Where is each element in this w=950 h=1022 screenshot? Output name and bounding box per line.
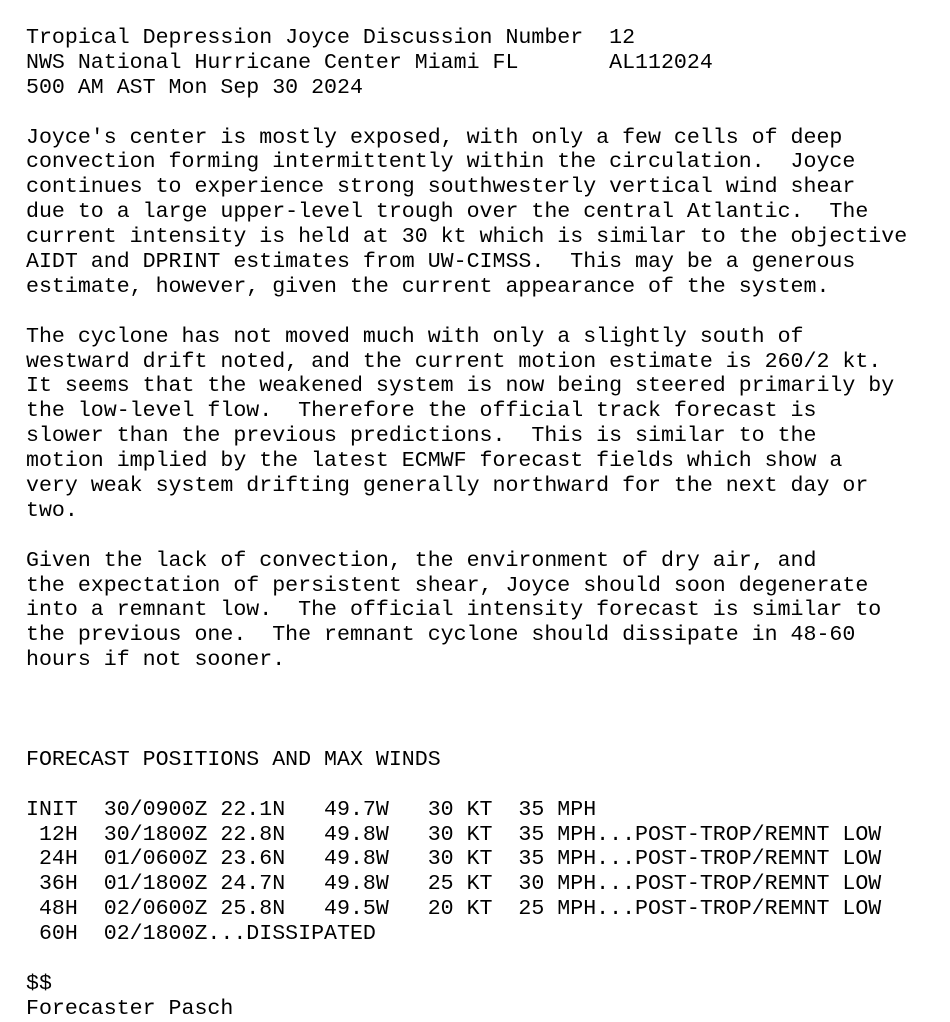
paragraph-1-line: current intensity is held at 30 kt which is similar to the objective (26, 225, 908, 250)
blank-line (26, 101, 946, 126)
blank-line (26, 773, 946, 798)
paragraph-3-line: the expectation of persistent shear, Joyce should soon degenerate (26, 573, 869, 598)
paragraph-2-line: It seems that the weakened system is now being steered primarily by (26, 374, 895, 399)
paragraph-1-line: due to a large upper-level trough over the central Atlantic. The (26, 200, 869, 225)
paragraph-3-line: the previous one. The remnant cyclone should dissipate in 48-60 (26, 623, 856, 648)
paragraph-1-line: estimate, however, given the current appearance of the system. (26, 274, 830, 299)
issue-time: 500 AM AST Mon Sep 30 2024 (26, 75, 363, 100)
paragraph-2-line: westward drift noted, and the current motion estimate is 260/2 kt. (26, 349, 882, 374)
blank-line (26, 300, 946, 325)
end-marker: $$ (26, 971, 52, 996)
paragraph-2-line: very weak system drifting generally northward for the next day or (26, 474, 869, 499)
paragraph-1-line: convection forming intermittently within the circulation. Joyce (26, 150, 856, 175)
discussion-document (26, 26, 946, 1022)
forecast-row: 36H 01/1800Z 24.7N 49.8W 25 KT 30 MPH...POST-TROP/REMNT LOW (26, 872, 882, 897)
blank-line (26, 698, 946, 723)
blank-line (26, 723, 946, 748)
paragraph-1-line: AIDT and DPRINT estimates from UW-CIMSS. This may be a generous (26, 250, 856, 275)
forecast-row: INIT 30/0900Z 22.1N 49.7W 30 KT 35 MPH (26, 797, 597, 822)
forecast-row: 12H 30/1800Z 22.8N 49.8W 30 KT 35 MPH...POST-TROP/REMNT LOW (26, 822, 882, 847)
paragraph-1-line: continues to experience strong southwesterly vertical wind shear (26, 175, 856, 200)
paragraph-2-line: the low-level flow. Therefore the official track forecast is (26, 399, 817, 424)
blank-line (26, 524, 946, 549)
forecaster-signature: Forecaster Pasch (26, 996, 234, 1021)
paragraph-2-line: The cyclone has not moved much with only a slightly south of (26, 324, 804, 349)
product-title: Tropical Depression Joyce Discussion Number 12 (26, 26, 636, 50)
blank-line (26, 673, 946, 698)
forecast-table-title: FORECAST POSITIONS AND MAX WINDS (26, 747, 441, 772)
blank-line (26, 947, 946, 972)
paragraph-2-line: motion implied by the latest ECMWF forecast fields which show a (26, 449, 843, 474)
paragraph-3-line: Given the lack of convection, the environment of dry air, and (26, 548, 817, 573)
forecast-row: 24H 01/0600Z 23.6N 49.8W 30 KT 35 MPH...POST-TROP/REMNT LOW (26, 847, 882, 872)
paragraph-2-line: two. (26, 498, 78, 523)
paragraph-3-line: into a remnant low. The official intensity forecast is similar to (26, 598, 882, 623)
forecast-row: 48H 02/0600Z 25.8N 49.5W 20 KT 25 MPH...POST-TROP/REMNT LOW (26, 897, 882, 922)
paragraph-2-line: slower than the previous predictions. This is similar to the (26, 424, 817, 449)
forecast-row: 60H 02/1800Z...DISSIPATED (26, 922, 376, 947)
issuing-office: NWS National Hurricane Center Miami FL AL112024 (26, 50, 713, 75)
paragraph-3-line: hours if not sooner. (26, 648, 286, 673)
paragraph-1-line: Joyce's center is mostly exposed, with only a few cells of deep (26, 125, 843, 150)
